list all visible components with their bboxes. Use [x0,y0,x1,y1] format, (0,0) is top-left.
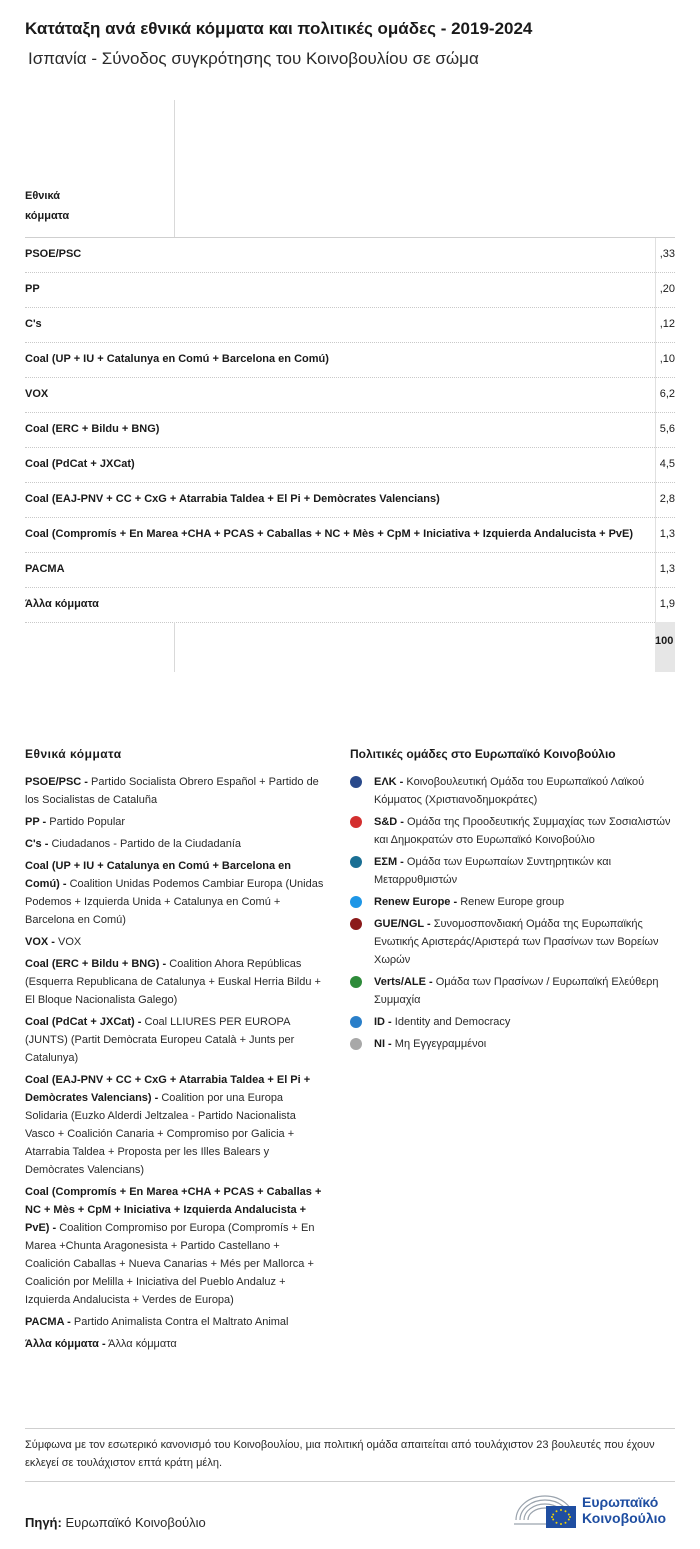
group-abbr: Verts/ALE - [374,976,433,988]
party-name: PACMA [25,563,65,575]
group-abbr: S&D - [374,816,404,828]
party-legend-item [25,1071,325,1179]
cell-divider [655,588,656,623]
total-value: 100 [655,635,674,647]
parties-legend-title: Εθνικά κόμματα [25,747,122,761]
group-color-dot-icon [350,816,362,828]
party-abbr: PACMA - [25,1316,71,1328]
party-abbr: Coal (UP + IU + Catalunya en Comú + Barcelona en Comú) - [25,860,292,890]
table-row [25,553,675,588]
group-legend-item [350,973,675,1009]
cell-divider [655,343,656,378]
party-name: Coal (PdCat + JXCat) [25,458,135,470]
group-full-name: Renew Europe group [460,896,565,908]
group-legend-item [350,1013,675,1031]
cell-divider [655,553,656,588]
group-legend-item [350,915,675,969]
page-subtitle: Ισπανία - Σύνοδος συγκρότησης του Κοινοβουλίου σε σώμα [28,49,479,68]
party-value: 6,2 [659,388,675,400]
table-row [25,448,675,483]
party-abbr: Coal (ERC + Bildu + BNG) - [25,958,167,970]
group-color-dot-icon [350,896,362,908]
group-abbr: GUE/NGL - [374,918,431,930]
party-full-name: Partido Popular [49,816,126,828]
divider [25,1428,675,1429]
cell-divider [655,518,656,553]
european-parliament-logo [512,1490,677,1534]
cell-divider [655,273,656,308]
group-abbr: ID - [374,1016,392,1028]
page-title: Κατάταξη ανά εθνικά κόμματα και πολιτικές ομάδες - 2019-2024 [25,19,533,38]
party-name: Coal (ERC + Bildu + BNG) [25,423,160,435]
group-full-name: Ομάδα των Ευρωπαίων Συντηρητικών και Μεταρρυθμιστών [374,856,612,886]
party-value: 5,6 [659,423,675,435]
party-value: 20, [659,283,675,295]
party-value: 1,3 [659,528,675,540]
cell-divider [655,448,656,483]
table-row [25,343,675,378]
parties-list [25,773,325,1353]
logo-wordmark: Ευρωπαϊκό Κοινοβούλιο [582,1494,667,1526]
party-full-name: Partido Socialista Obrero Español + Partido de los Socialistas de Cataluña [25,776,319,806]
party-legend-item [25,857,325,929]
table-row [25,273,675,308]
party-legend-item [25,835,325,853]
group-full-name: Συνομοσπονδιακή Ομάδα της Ευρωπαϊκής Ενωτικής Αριστεράς/Αριστερά των Πρασίνων των Βορείων Χωρών [374,918,659,966]
divider [25,1481,675,1482]
party-full-name: Coalition Ahora Repúblicas (Esquerra Republicana de Catalunya + Euskal Herria Bildu + El Bloque Nacionalista Galego) [25,958,321,1006]
party-value: 4,5 [659,458,675,470]
party-abbr: VOX - [25,936,55,948]
groups-legend-title: Πολιτικές ομάδες στο Ευρωπαϊκό Κοινοβούλιο [350,747,616,761]
party-abbr: PSOE/PSC - [25,776,88,788]
table-row [25,238,675,273]
party-full-name: Coalition Compromiso por Europa (Compromís + En Marea +Chunta Aragonesista + Partido Castellano + Coalición Caballas + Nueva Canarias + Més per Mallorca + Coalición por Melilla + Iniciativa del Pueblo Andaluz + Izquierda Andalucista + Verdes de Europa) [25,1222,315,1306]
party-name: Coal (EAJ-PNV + CC + CxG + Atarrabia Taldea + El Pi + Demòcrates Valencians) [25,493,440,505]
parties-legend [25,745,325,1357]
party-value: 2,8 [659,493,675,505]
source-value: Ευρωπαϊκό Κοινοβούλιο [65,1515,206,1530]
party-full-name: VOX [58,936,82,948]
party-full-name: Coalition Unidas Podemos Cambiar Europa (Unidas Podemos + Izquierda Unida + Catalunya en Comú + Barcelona en Comú) [25,878,324,926]
group-full-name: Ομάδα των Πρασίνων / Ευρωπαϊκή Ελεύθερη Συμμαχία [374,976,659,1006]
party-abbr: PP - [25,816,47,828]
total-cell [655,622,675,672]
total-row [25,622,675,672]
party-legend-item [25,933,325,951]
source [25,1515,206,1530]
group-abbr: Renew Europe - [374,896,458,908]
cell-divider [655,413,656,448]
group-full-name: Κοινοβουλευτική Ομάδα του Ευρωπαϊκού Λαϊκού Κόμματος (Χριστιανοδημοκράτες) [374,776,645,806]
table-row [25,413,675,448]
group-abbr: NI - [374,1038,392,1050]
cell-divider [655,483,656,518]
party-full-name: Άλλα κόμματα [108,1338,177,1350]
party-name: Coal (UP + IU + Catalunya en Comú + Barcelona en Comú) [25,353,329,365]
table-row [25,308,675,343]
party-legend-item [25,773,325,809]
party-name: Άλλα κόμματα [25,598,99,610]
table-row [25,483,675,518]
party-full-name: Ciudadanos - Partido de la Ciudadanía [51,838,242,850]
party-legend-item [25,1313,325,1331]
parliament-emblem-icon [512,1490,578,1530]
group-color-dot-icon [350,856,362,868]
footnote: Σύμφωνα με τον εσωτερικό κανονισμό του Κοινοβουλίου, μια πολιτική ομάδα απαιτείται από τουλάχιστον 23 βουλευτές που έχουν εκλεγεί σε τουλάχιστον επτά κράτη μέλη. [25,1439,655,1469]
party-full-name: Partido Animalista Contra el Maltrato Animal [73,1316,289,1328]
party-abbr: Coal (EAJ-PNV + CC + CxG + Atarrabia Taldea + El Pi + Demòcrates Valencians) - [25,1074,311,1104]
group-full-name: Ομάδα της Προοδευτικής Συμμαχίας των Σοσιαλιστών και Δημοκρατών στο Ευρωπαϊκό Κοινοβούλιο [374,816,671,846]
group-legend-item [350,853,675,889]
table-row [25,588,675,623]
party-name: C's [25,318,42,330]
party-value: 12, [659,318,675,330]
group-color-dot-icon [350,776,362,788]
cell-divider [655,378,656,413]
group-legend-item [350,773,675,809]
table-body [25,238,675,623]
group-full-name: Μη Εγγεγραμμένοι [394,1038,487,1050]
party-value: 1,9 [659,598,675,610]
group-full-name: Identity and Democracy [394,1016,511,1028]
party-abbr: C's - [25,838,49,850]
column-divider [174,100,175,237]
group-legend-item [350,1035,675,1053]
party-abbr: Coal (PdCat + JXCat) - [25,1016,142,1028]
cell-divider [655,308,656,343]
group-abbr: ΕΛΚ - [374,776,404,788]
party-abbr: Άλλα κόμματα - [25,1338,106,1350]
party-legend-item [25,813,325,831]
party-name: PP [25,283,40,295]
party-full-name: Coalition por una Europa Solidaria (Euzko Alderdi Jeltzalea - Partido Nacionalista Vasco + Coalición Canaria + Compromiso por Galicia + Atarrabia Taldea + Proposta per les Illes Balears y Demòcrates Valencians) [25,1092,296,1176]
party-value: 10, [659,353,675,365]
party-legend-item [25,1183,325,1309]
group-abbr: ΕΣΜ - [374,856,404,868]
group-color-dot-icon [350,918,362,930]
groups-list [350,773,675,1053]
party-name: VOX [25,388,49,400]
party-name: PSOE/PSC [25,248,82,260]
table-row [25,518,675,553]
groups-legend [350,745,675,1057]
party-full-name: Coal LLIURES PER EUROPA (JUNTS) (Partit Demòcrata Europeu Català + Junts per Catalunya) [25,1016,295,1064]
group-color-dot-icon [350,976,362,988]
party-legend-item [25,1013,325,1067]
group-legend-item [350,813,675,849]
party-abbr: Coal (Compromís + En Marea +CHA + PCAS + Caballas + NC + Mès + CpM + Iniciativa + Izquierda Andalucista + PvE) - [25,1186,322,1234]
group-color-dot-icon [350,1016,362,1028]
group-color-dot-icon [350,1038,362,1050]
party-legend-item [25,1335,325,1353]
party-value: 33, [659,248,675,260]
party-name: Coal (Compromís + En Marea +CHA + PCAS + Caballas + NC + Mès + CpM + Iniciativa + Izquierda Andalucista + PvE) [25,528,634,540]
party-value: 1,3 [659,563,675,575]
source-label: Πηγή: [25,1515,62,1530]
table-row [25,378,675,413]
group-legend-item [350,893,675,911]
column-header: Εθνικά κόμματα [25,190,70,222]
cell-divider [655,238,656,273]
party-legend-item [25,955,325,1009]
